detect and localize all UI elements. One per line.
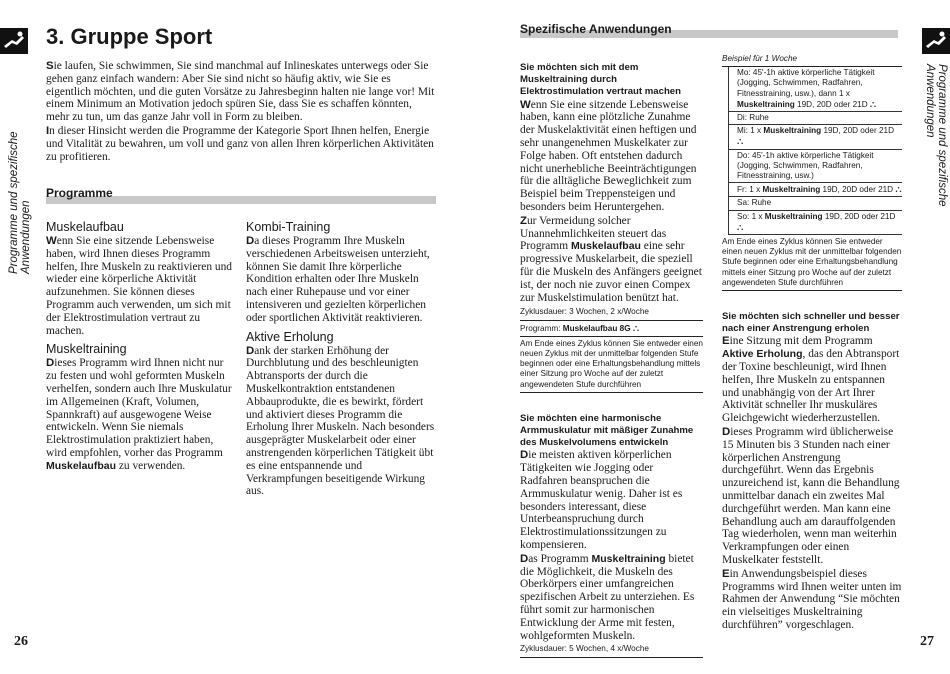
p-erholen-1: Eine Sitzung mit dem Programm Aktive Erholung, das den Abtransport der Toxine beschleunigt, wird Ihnen helfen, Ihre Muskeln zu entspannen und unabhängig von der Art Ihrer Aktivität schneller Ihr muskuläres Gleichgewicht wiederherzustellen. [722,335,900,425]
plan-row: Mo: 45'-1h aktive körperliche Tätigkeit (Jogging, Schwimmen, Radfahren, Fitnesstraining, usw.), dann 1 x Muskeltraining 19D, 20D oder 21D ⛬ [729,67,902,112]
rule-2 [520,336,703,337]
weekly-plan [728,67,902,235]
rule-1 [520,320,703,321]
intensity-icon: ⛬ [632,322,640,333]
intro-text: Sie laufen, Sie schwimmen, Sie sind manchmal auf Inlineskates unterwegs oder Sie gehen ganz einfach wandern: Aber Sie sind nicht so häufig aktiv, wie Sie es eigentlich möchten, und die guten Vorsätze zu Jahresbeginn halten nie lange vor! Mit einem Minimum an Motivation jedoch spüren Sie, dass Sie es schaffen könnten, mehr zu tun, um das ganze Jahr voll in Form zu bleiben. In dieser Hinsicht werden die Programme der Kategorie Sport Ihnen helfen, Energie und Vitalität zu bewahren, um voll und ganz von allen Ihren körperlichen Aktivitäten zu profitieren. [46,60,435,163]
rule-4 [520,657,703,658]
intensity-icon: ⛬ [737,221,744,232]
plan-row: So: 1 x Muskeltraining 19D, 20D oder 21D ⛬ [729,211,902,235]
erholung-text: Dank der starken Erhöhung der Durchblutung und des beschleunigten Abtransports der durch die Muskelkontraktion entstandenen Abbauprodukte, die es bewirkt, fördert und aktiviert dieses Programm die Erholung Ihrer Muskeln. Nach besonders ausgeprägter Muskelarbeit oder einer anstrengenden körperlichen Tätigkeit übt es eine entspannende und Verkrampfungen beseitigende Wirkung aus. [246,344,435,498]
muskeltraining-title: Muskeltraining [46,342,127,357]
plan-row: Do: 45'-1h aktive körperliche Tätigkeit (Jogging, Schwimmen, Radfahren, Fitnesstraining, usw.) [729,150,902,184]
plan-row: Di: Ruhe [729,112,902,125]
p-arm-2: Das Programm Muskeltraining bietet die Möglichkeit, die Muskeln des Oberkörpers einer umfangreichen spezifischen Arbeit zu unterziehen. Es führt somit zur harmonischen Entwicklung der Arme mit festen, wohlgeformten Muskeln. [520,552,695,642]
muskeltraining-text: Dieses Programm wird Ihnen nicht nur zu festen und wohl geformten Muskeln verhelfen, sondern auch Ihre Muskulatur im Allgemeinen (Kraft, Volumen, Spannkraft) auf ausgewogene Weise entwickeln. Wenn Sie niemals Elektrostimulation praktiziert haben, wird empfohlen, vorher das Programm Muskelaufbau zu verwenden. [46,357,232,472]
subhead-erholen: Sie möchten sich schneller und besser nach einer Anstrengung erholen [722,311,900,335]
cycle-1: Zyklusdauer: 3 Wochen, 2 x/Woche [520,307,649,317]
p-vertraut-1: Wenn Sie eine sitzende Lebensweise haben, kann eine plötzliche Zunahme der Muskelaktivität einen heftigen und sehr unangenehmen Muskelkater zur Folge haben. Oft entstehen dadurch nicht unerhebliche Beeinträchtigungen für die alltägliche Beweglichkeit zum Beispiel beim Treppensteigen und besonders beim Heruntergehen. [520,98,697,213]
muskelaufbau-title: Muskelaufbau [46,220,124,234]
section-heading-spezifisch: Spezifische Anwendungen [520,22,672,36]
kombi-text: Da dieses Programm Ihre Muskeln verschiedenen Arbeitsweisen unterzieht, können Sie damit Ihre körperliche Kondition erhalten oder Ihre Muskeln nach einer Ruhepause und vor einer intensiveren und gezielten körperlichen oder sportlichen Aktivität reaktivieren. [246,235,430,324]
subhead-armmuskulatur: Sie möchten eine harmonische Armmuskulatur mit mäßiger Zunahme des Muskelvolumens entwickeln [520,412,694,449]
note-2: Am Ende eines Zyklus können Sie entweder einen neuen Zyklus mit der unmittelbar folgenden Stufe beginnen oder eine Erhaltungsbehandlung mittels einer Sitzung pro Woche auf der zuletzt angewendeten Stufe durchführen [722,237,902,287]
example-title: Beispiel für 1 Woche [722,54,798,63]
intensity-icon: ⛬ [895,184,902,195]
p-arm-1: Die meisten aktiven körperlichen Tätigkeiten wie Jogging oder Radfahren beanspruchen die Armmuskulatur wenig. Daher ist es besonders interessant, diese Unterbeanspruchung durch Elektrostimulationssitzungen zu kompensieren. [520,449,683,551]
plan-row: Sa: Ruhe [729,197,902,210]
plan-row: Fr: 1 x Muskeltraining 19D, 20D oder 21D ⛬ [729,183,902,197]
spezifisch-col-2 [722,54,902,633]
intensity-icon: ⛬ [737,136,744,147]
page-number-right: 27 [920,634,934,649]
cycle-2: Zyklusdauer: 5 Wochen, 4 x/Woche [520,644,649,654]
kombi-title: Kombi-Training [246,220,331,234]
spezifisch-col-1 [520,62,703,660]
rule-3 [520,392,703,393]
intensity-icon: ⛬ [869,98,877,109]
page-title: 3. Gruppe Sport [46,24,213,49]
programme-col-a [46,220,236,474]
note-1: Am Ende eines Zyklus können Sie entweder einen neuen Zyklus mit der unmittelbar folgenden Stufe beginnen oder eine Erhaltungsbehandlung mittels einer Sitzung pro Woche auf der zuletzt angewendeten Stufe durchführen [520,338,703,389]
page-number-left: 26 [14,634,28,649]
programme-col-b [246,220,436,499]
plan-row: Mi: 1 x Muskeltraining 19D, 20D oder 21D ⛬ [729,125,902,149]
erholung-title: Aktive Erholung [246,329,334,344]
subhead-vertraut: Sie möchten sich mit dem Muskeltraining durch Elektrostimulation vertraut machen [520,62,682,98]
section-heading-programme: Programme [46,186,113,200]
muskelaufbau-text: Wenn Sie eine sitzende Lebensweise haben, wird Ihnen dieses Programm helfen, Ihre Muskeln zu reaktivieren und wieder eine körperliche Aktivität aufzunehmen. Sie können dieses Programm auch verwenden, um sich mit der Elektrostimulation vertraut zu machen. [46,235,232,337]
p-erholen-3: Ein Anwendungsbeispiel dieses Programms wird Ihnen weiter unten im Rahmen der Anwendung “Sie möchten ein vielseitiges Muskeltraining durchführen” vorgeschlagen. [722,567,902,631]
side-label-right: Programme und spezifische Anwendungen [924,64,948,207]
p-vertraut-2: Zur Vermeidung solcher Unannehmlichkeiten steuert das Programm Muskelaufbau eine sehr progressive Muskelarbeit, die speziell für die Muskeln des Anfängers geeignet ist, der noch nie zuvor einen Compex zur Muskelstimulation benützt hat. [520,214,702,304]
side-label-left: Programme und spezifische Anwendungen [8,131,32,274]
p-erholen-2: Dieses Programm wird üblicherweise 15 Minuten bis 3 Stunden nach einer körperlichen Anstrengung durchgeführt. Wenn das Ergebnis unzureichend ist, kann die Behandlung unmittelbar danach ein zweites Mal durchgeführt werden. Man kann eine Behandlung auch am darauffolgenden Tag wiederholen, wenn man weiterhin Verkrampfungen oder einen Muskelkater feststellt. [722,426,900,567]
runner-tab-icon-right [922,28,950,54]
runner-tab-icon [0,28,28,54]
programm-1: Programm: Muskelaufbau 8G ⛬ [520,322,640,333]
rule-6 [722,290,902,291]
